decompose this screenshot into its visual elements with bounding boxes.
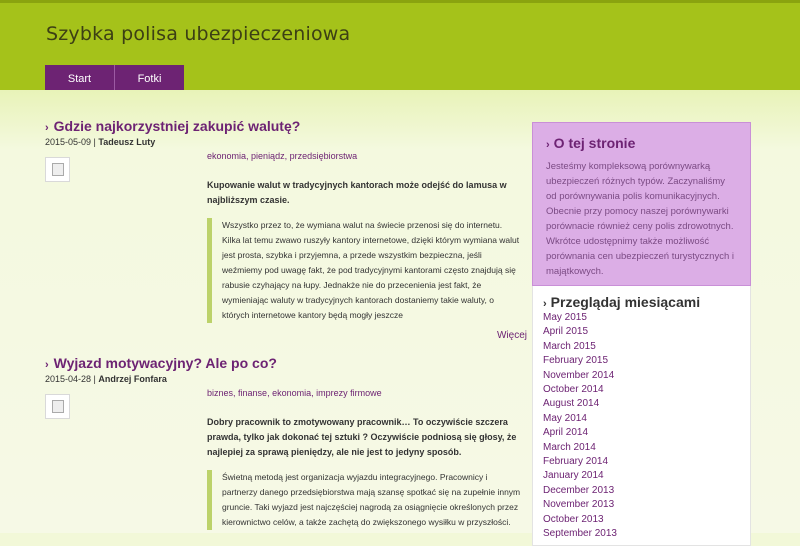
archive-month-link[interactable]: September 2013 — [543, 528, 617, 540]
about-heading: › O tej stronie — [546, 135, 636, 151]
chevron-right-icon: › — [45, 359, 49, 371]
archive-box — [532, 286, 751, 546]
post-1 — [45, 118, 527, 341]
tag-link[interactable]: pieniądz — [251, 151, 285, 161]
post-lead: Dobry pracownik to zmotywowany pracownik… To oczywiście szczera prawda, tylko jak dokonać tej sztuki ? Oczywiście podniosą się głosy, że najlepiej za sprawą pieniędzy, ale nie jest to jedyny sposób. — [207, 417, 517, 457]
nav-start[interactable]: Start — [45, 65, 115, 93]
post-lead: Kupowanie walut w tradycyjnych kantorach może odejść do lamusa w najbliższym czasie. — [207, 180, 507, 205]
archive-month-link[interactable]: April 2014 — [543, 427, 589, 439]
post-body — [45, 151, 527, 323]
about-box — [532, 122, 751, 286]
post-tags: ekonomia, pieniądz, przedsiębiorstwa — [207, 151, 358, 161]
main-nav — [45, 65, 184, 93]
tag-link[interactable]: biznes — [207, 388, 234, 398]
tag-link[interactable]: przedsiębiorstwa — [289, 151, 358, 161]
archive-month-link[interactable]: August 2014 — [543, 398, 600, 410]
post-meta: 2015-04-28 | Andrzej Fonfara — [45, 374, 167, 384]
archive-month-link[interactable]: February 2014 — [543, 456, 609, 468]
posts-column — [45, 118, 527, 530]
archive-month-link[interactable]: April 2015 — [543, 326, 589, 338]
tag-link[interactable]: finanse — [238, 388, 268, 398]
broken-image-icon — [45, 157, 70, 182]
tag-link[interactable]: ekonomia — [207, 151, 247, 161]
archive-month-link[interactable]: October 2013 — [543, 513, 604, 525]
archive-month-link[interactable]: March 2014 — [543, 441, 596, 453]
tag-link[interactable]: imprezy firmowe — [316, 388, 382, 398]
archive-month-link[interactable]: March 2015 — [543, 340, 596, 352]
post-2 — [45, 355, 527, 530]
archive-month-link[interactable]: May 2015 — [543, 312, 587, 323]
chevron-right-icon: › — [543, 298, 547, 310]
archive-month-link[interactable]: January 2014 — [543, 470, 604, 482]
post-body — [45, 388, 527, 530]
archive-month-link[interactable]: May 2014 — [543, 412, 587, 424]
tag-link[interactable]: ekonomia — [272, 388, 312, 398]
post-excerpt: Świetną metodą jest organizacja wyjazdu integracyjnego. Pracownicy i partnerzy danego przedsiębiorstwa mają szansę spotkać się na zupełnie innym gruncie. Taki wyjazd jest najczęściej nagrodą za osiągnięcie określonych przez kierownictwo celów, a także zachętą do zwiększonego wysiłku w przyszłości. — [207, 470, 522, 530]
post-date: 2015-05-09 — [45, 137, 92, 147]
site-header — [0, 0, 800, 90]
read-more-link[interactable]: Więcej — [496, 330, 527, 341]
post-date: 2015-04-28 — [45, 374, 92, 384]
archive-heading: › Przeglądaj miesiącami — [543, 294, 701, 310]
nav-fotki[interactable]: Fotki — [115, 65, 184, 93]
post-meta: 2015-05-09 | Tadeusz Luty — [45, 137, 156, 147]
chevron-right-icon: › — [546, 139, 550, 151]
archive-month-link[interactable]: November 2013 — [543, 499, 615, 511]
post-excerpt: Wszystko przez to, że wymiana walut na świecie przenosi się do internetu. Kilka lat temu zwawo ruszyły kantory internetowe, dzięki którym wymiana walut jest prosta, szybka i przyjemna, a przede wszystkim bezpieczna, jeśli weźmiemy pod uwagę fakt, że pod tradycyjnymi kantorami często znajdują się rabusie czyhający na łupy. Jednakże nie do przecenienia jest fakt, że wymieniając waluty w tradycyjnych kantorach dostaniemy takie waluty, o których internetowe kantory będą mogły jeszcze — [207, 218, 522, 323]
archive-month-link[interactable]: October 2014 — [543, 384, 604, 396]
chevron-right-icon: › — [45, 122, 49, 134]
site-title[interactable]: Szybka polisa ubezpieczeniowa — [46, 23, 351, 45]
archive-month-link[interactable]: November 2014 — [543, 369, 615, 381]
sidebar — [532, 122, 751, 546]
post-author: Tadeusz Luty — [98, 137, 156, 147]
archive-month-link[interactable]: December 2013 — [543, 484, 615, 496]
archive-month-link[interactable]: February 2015 — [543, 355, 609, 367]
post-tags: biznes, finanse, ekonomia, imprezy firmowe — [207, 388, 382, 398]
about-text: Jesteśmy kompleksową porównywarką ubezpieczeń różnych typów. Zaczynaliśmy od porównywania polis komunikacyjnych. Obecnie przy pomocy naszej porównywarki porównacie również ceny polis zdrowotnych. Wkrótce udostępnimy także możliwość porównania cen ubezpieczeń turystycznych i majątkowych. — [546, 161, 734, 277]
archive-list — [543, 311, 740, 542]
post-author: Andrzej Fonfara — [98, 374, 167, 384]
post-title[interactable]: › Wyjazd motywacyjny? Ale po co? — [45, 355, 277, 371]
broken-image-icon — [45, 394, 70, 419]
post-title[interactable]: › Gdzie najkorzystniej zakupić walutę? — [45, 118, 301, 134]
